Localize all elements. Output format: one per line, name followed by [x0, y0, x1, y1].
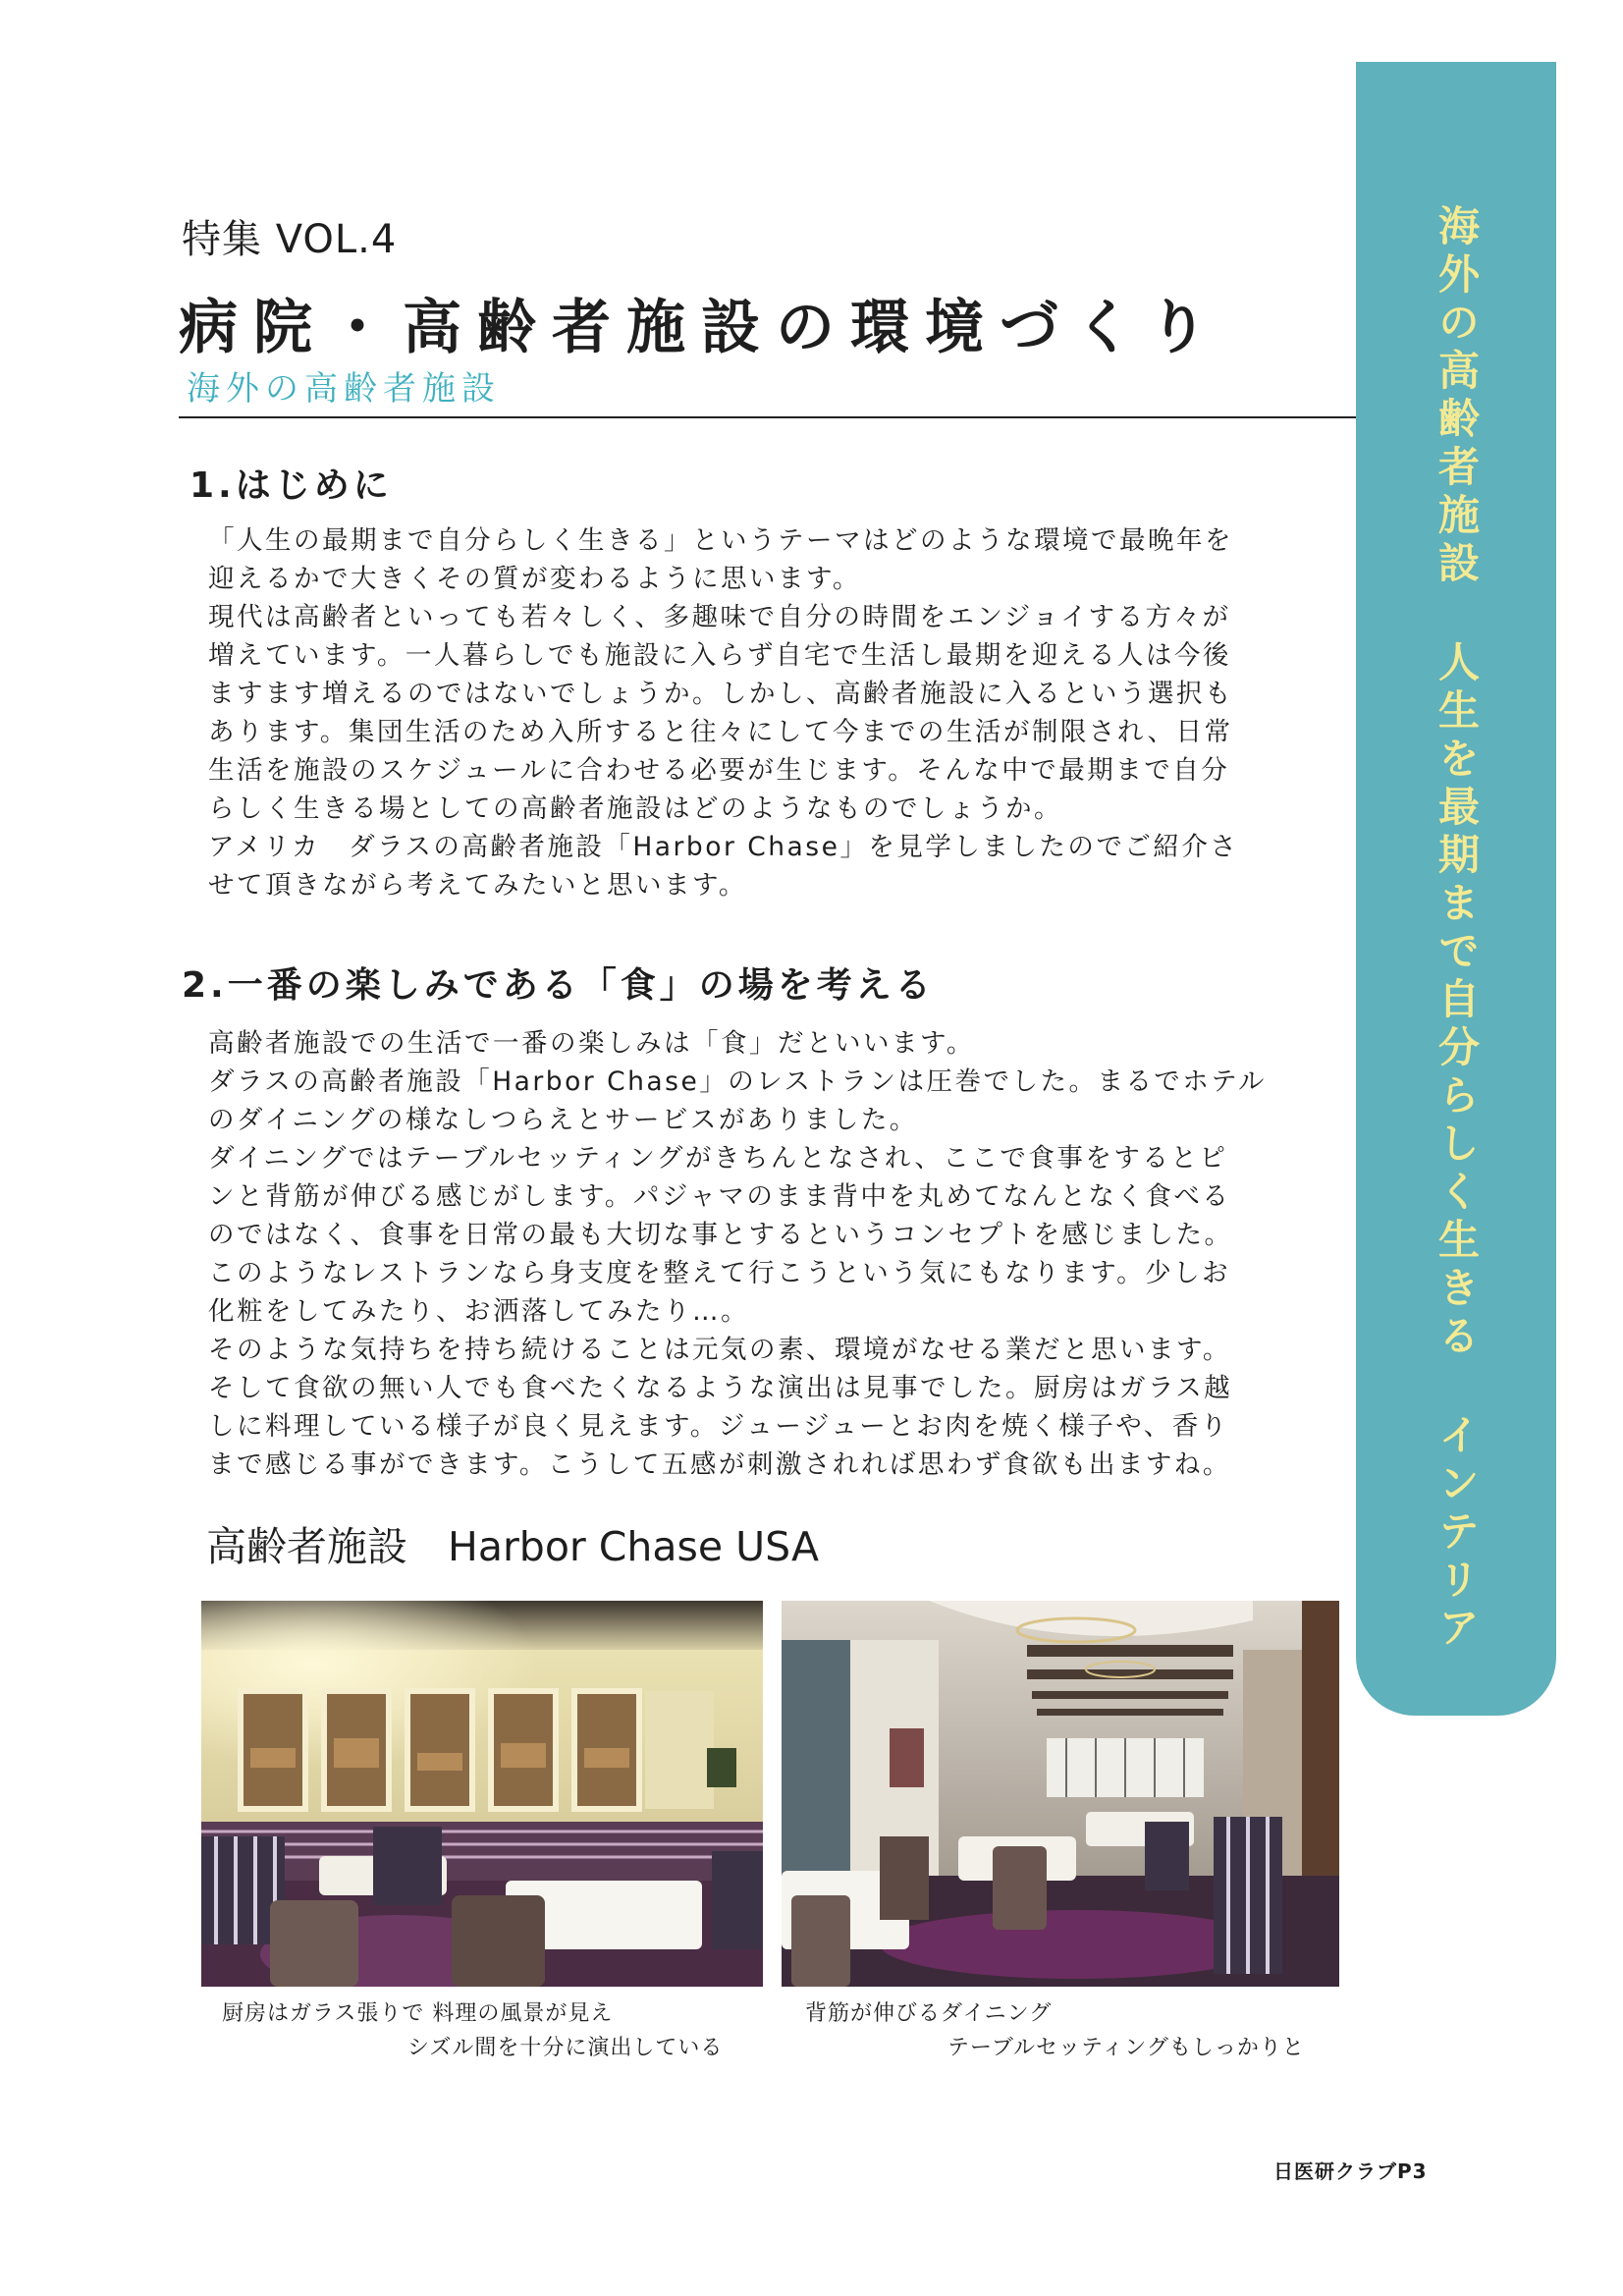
page-title: 病院・高齢者施設の環境づくり — [179, 294, 1223, 362]
sidebar-line2: 人生を最期まで自分らしく生きる — [1433, 640, 1481, 1362]
sidebar-line3: インテリア — [1433, 1413, 1481, 1654]
text-line: 現代は高齢者といっても若々しく、多趣味で自分の時間をエンジョイする方々が — [208, 602, 1231, 632]
page-footer: 日医研クラブP3 — [1273, 2159, 1428, 2183]
photo-kitchen-restaurant — [201, 1601, 763, 1987]
photo-dining-room — [782, 1601, 1339, 1987]
text-line: 化粧をしてみたり、お洒落してみたり…。 — [208, 1296, 749, 1327]
text-line: まで感じる事ができます。こうして五感が刺激されれば思わず食欲も出ますね。 — [208, 1449, 1231, 1480]
sidebar-banner — [1356, 62, 1556, 1716]
photo1-caption-line2: シズル間を十分に演出している — [407, 2036, 724, 2060]
text-line: ダラスの高齢者施設「Harbor Chase」のレストランは圧巻でした。まるでホテル — [208, 1066, 1267, 1097]
text-line: ダイニングではテーブルセッティングがきちんとなされ、ここで食事をするとピ — [208, 1143, 1228, 1174]
text-line: 高齢者施設での生活で一番の楽しみは「食」だといいます。 — [208, 1028, 975, 1059]
photo1-caption-line1: 厨房はガラス張りで 料理の風景が見え — [222, 2001, 614, 2026]
page-subtitle: 海外の高齢者施設 — [187, 369, 501, 409]
feature-volume: 特集 VOL.4 — [182, 217, 398, 262]
text-line: 生活を施設のスケジュールに合わせる必要が生じます。そんな中で最期まで自分 — [208, 755, 1230, 786]
section-body-intro — [208, 521, 1238, 904]
gallery-title: 高齢者施設 Harbor Chase USA — [206, 1523, 820, 1570]
text-line: のダイニングの様なしつらえとサービスがありました。 — [208, 1105, 918, 1135]
photo2-caption-line1: 背筋が伸びるダイニング — [805, 2001, 1053, 2026]
section-heading-dining: 2.一番の楽しみである「食」の場を考える — [182, 965, 935, 1006]
text-line: しに料理している様子が良く見えます。ジュージューとお肉を焼く様子や、香り — [208, 1411, 1229, 1442]
sidebar-vertical-text — [1433, 204, 1481, 1654]
text-line: 「人生の最期まで自分らしく生きる」というテーマはどのような環境で最晩年を — [208, 525, 1233, 556]
text-line: アメリカ ダラスの高齢者施設「Harbor Chase」を見学しましたのでご紹介さ — [208, 832, 1239, 862]
text-line: せて頂きながら考えてみたいと思います。 — [208, 870, 747, 901]
text-line: 増えています。一人暮らしでも施設に入らず自宅で生活し最期を迎える人は今後 — [208, 640, 1231, 671]
text-line: らしく生きる場としての高齢者施設はどのようなものでしょうか。 — [208, 793, 1062, 824]
text-line: のではなく、食事を日常の最も大切な事とするというコンセプトを感じました。 — [208, 1220, 1233, 1250]
title-divider — [179, 416, 1357, 418]
text-line: そして食欲の無い人でも食べたくなるような演出は見事でした。厨房はガラス越 — [208, 1373, 1233, 1403]
sidebar-line1: 海外の高齢者施設 — [1433, 204, 1481, 589]
section-body-dining — [208, 1024, 1267, 1484]
text-line: このようなレストランなら身支度を整えて行こうという気にもなります。少しお — [208, 1258, 1231, 1288]
text-line: ンと背筋が伸びる感じがします。パジャマのまま背中を丸めてなんとなく食べる — [208, 1181, 1231, 1212]
text-line: ますます増えるのではないでしょうか。しかし、高齢者施設に入るという選択も — [208, 679, 1233, 709]
section-heading-intro: 1.はじめに — [189, 465, 393, 506]
text-line: 迎えるかで大きくその質が変わるように思います。 — [208, 564, 861, 594]
text-line: あります。集団生活のため入所すると往々にして今までの生活が制限され、日常 — [208, 717, 1233, 747]
photo2-caption-line2: テーブルセッティングもしっかりと — [947, 2036, 1305, 2060]
text-line: そのような気持ちを持ち続けることは元気の素、環境がなせる業だと思います。 — [208, 1335, 1231, 1365]
